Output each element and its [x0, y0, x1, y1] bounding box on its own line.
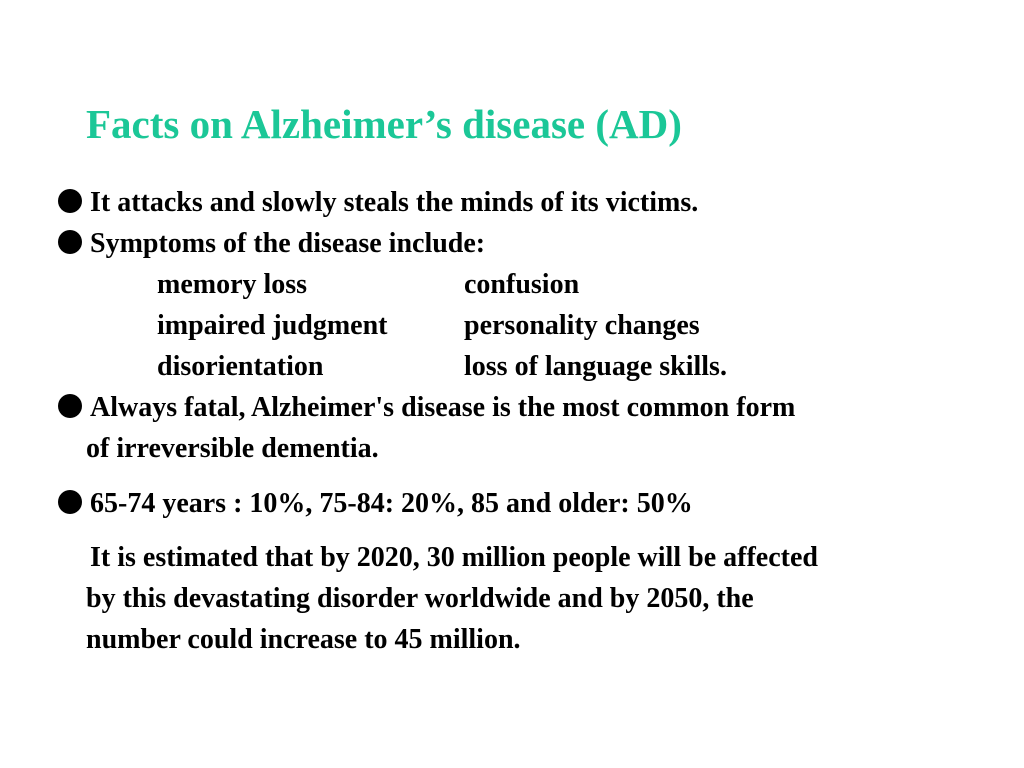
bullet-item-attacks — [58, 185, 698, 221]
bullet-icon — [58, 230, 82, 254]
estimate-line: It is estimated that by 2020, 30 million people will be affected — [90, 542, 818, 573]
bullet-icon — [58, 394, 82, 418]
symptom-item: personality changes — [464, 310, 700, 341]
bullet-item-fatal — [58, 390, 795, 426]
bullet-item-age-stats — [58, 486, 693, 522]
estimate-line: number could increase to 45 million. — [86, 624, 521, 655]
symptom-item: memory loss — [157, 269, 308, 300]
bullet-text: It attacks and slowly steals the minds of its victims. — [90, 187, 699, 218]
bullet-item-fatal-continuation: of irreversible dementia. — [86, 433, 379, 464]
symptom-item: impaired judgment — [157, 310, 388, 341]
bullet-text: Symptoms of the disease include: — [90, 228, 486, 259]
bullet-text: Always fatal, Alzheimer's disease is the most common form — [90, 392, 796, 423]
slide-title: Facts on Alzheimer’s disease (AD) — [86, 101, 682, 147]
symptom-item: loss of language skills. — [464, 351, 727, 382]
symptom-item: confusion — [464, 269, 580, 300]
symptom-item: disorientation — [157, 351, 324, 382]
bullet-item-symptoms — [58, 226, 485, 262]
bullet-icon — [58, 490, 82, 514]
bullet-icon — [58, 189, 82, 213]
bullet-text: 65-74 years : 10%, 75-84: 20%, 85 and older: 50% — [90, 488, 693, 519]
estimate-line: by this devastating disorder worldwide and by 2050, the — [86, 583, 754, 614]
